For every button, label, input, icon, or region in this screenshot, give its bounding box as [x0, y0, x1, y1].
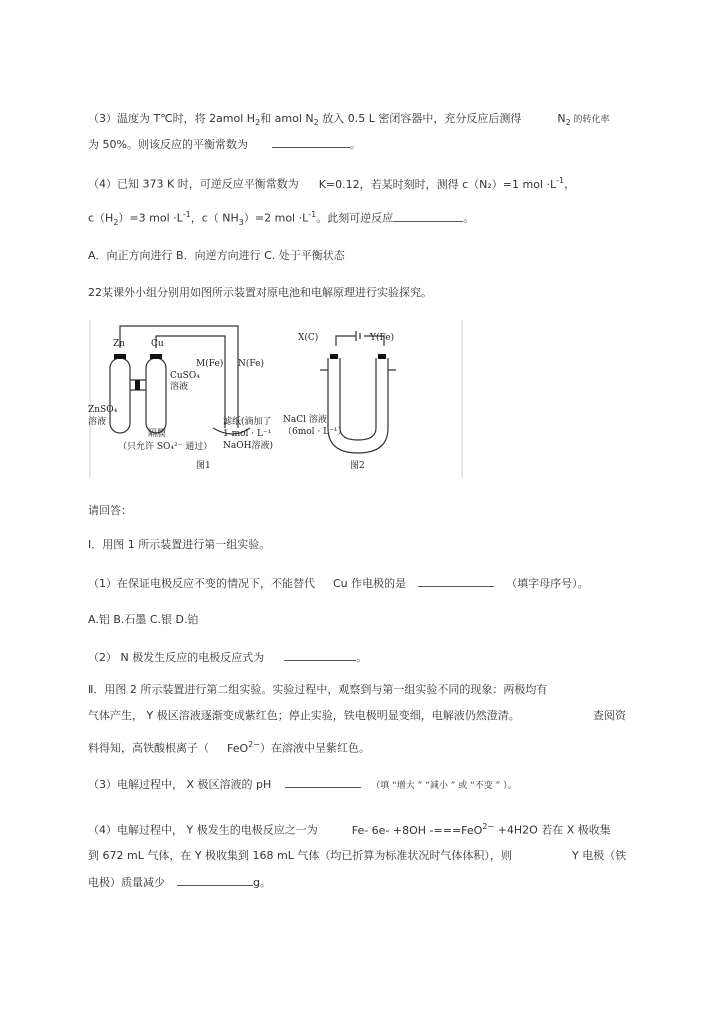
- label-filter-paper: 1 mol · L⁻¹: [223, 429, 272, 439]
- p2-q4-line2: 到 672 mL 气体，在 Y 极收集到 168 mL 气体（均已折算为标准状况时气体体积），则 Y 电极（铁: [88, 849, 627, 862]
- answer-blank[interactable]: [418, 576, 494, 587]
- label-solution: 溶液: [88, 417, 107, 427]
- label-membrane-note: （只允许 SO₄²⁻ 通过）: [118, 442, 213, 452]
- q22-intro: 22某课外小组分别用如图所示装置对原电池和电解原理进行实验探究。: [88, 286, 432, 299]
- answer-blank[interactable]: [285, 777, 361, 788]
- caption-fig1: 图1: [196, 461, 211, 471]
- part2-line2: 气体产生， Y 极区溶液逐渐变成紫红色；停止实验，铁电极明显变细，电解液仍然澄清。 查阅资: [88, 709, 626, 722]
- q4-line2: $c(H_2)=3$ mol $\cdot L^{-1}$，c（ $NH_3)=2$ mol $\cdot L^{-1}$。此刻可逆反应 。: [88, 210, 475, 227]
- please-answer: 请回答：: [88, 504, 132, 517]
- label-nacl-conc: （6mol · L⁻¹）: [283, 427, 347, 437]
- label-zn: Zn: [113, 339, 126, 349]
- label-znso4: ZnSO₄: [88, 405, 118, 415]
- label-x: X(C): [298, 333, 319, 343]
- part2-line3: 料得知，高铁酸根离子（ FeO$^{2-}$）在溶液中呈紫红色。: [88, 740, 370, 755]
- label-nacl: NaCl 溶液: [283, 415, 327, 425]
- label-y: Y(Fe): [370, 333, 395, 343]
- q4-line1: （4）已知 373 K 时，可逆反应平衡常数为 K=0.12，若某时刻时，测得 c（N₂）=1 mol $\cdot L^{-1}$，: [88, 176, 576, 191]
- p2-q3: （3）电解过程中， X 极区溶液的 pH （填 “增大 ” “减小 ” 或 “不变 ” ）。: [88, 778, 517, 791]
- part2-line1: Ⅱ．用图 2 所示装置进行第二组实验。实验过程中，观察到与第一组实验不同的现象：两极均有: [88, 683, 548, 696]
- part1-heading: Ⅰ．用图 1 所示装置进行第一组实验。: [88, 538, 271, 551]
- answer-blank[interactable]: [272, 137, 350, 148]
- label-cuso4: CuSO₄: [170, 371, 200, 381]
- apparatus-figure: [88, 318, 464, 478]
- p2-q4-line3: 电极）质量减少 g。: [88, 876, 271, 889]
- p1-q1: （1）在保证电极反应不变的情况下，不能替代 Cu 作电极的是 （填字母序号）。: [88, 577, 589, 590]
- label-filter-paper: NaOH溶液): [223, 441, 273, 451]
- answer-blank[interactable]: [284, 650, 356, 661]
- q3-line1: （3）温度为 T℃时，将 2amol $H_2$和 amol $N_2$ 放入 0.5 L 密闭容器中，充分反应后测得 $N_2$ 的转化率: [88, 112, 610, 128]
- label-membrane: 隔膜: [148, 429, 167, 439]
- answer-blank[interactable]: [177, 875, 253, 886]
- q4-options: A．向正方向进行 B．向逆方向进行 C. 处于平衡状态: [88, 249, 345, 262]
- p2-q4-line1: （4）电解过程中， Y 极发生的电极反应之一为 Fe- 6e- +8OH -===FeO$^{2-}$ +4H2O 若在 X 极收集: [88, 822, 611, 837]
- q3-line2: 为 50%。则该反应的平衡常数为 。: [88, 138, 361, 151]
- label-n: N(Fe): [238, 359, 264, 369]
- label-m: M(Fe): [196, 359, 224, 369]
- answer-blank[interactable]: [393, 211, 463, 222]
- p1-options: A.铝 B.石墨 C.银 D.铂: [88, 613, 199, 626]
- label-cu: Cu: [151, 339, 164, 349]
- p1-q2: （2） N 极发生反应的电极反应式为 。: [88, 651, 368, 664]
- label-filter-paper: 滤纸(滴加了: [223, 417, 272, 427]
- label-solution: 溶液: [170, 382, 189, 392]
- caption-fig2: 图2: [350, 461, 365, 471]
